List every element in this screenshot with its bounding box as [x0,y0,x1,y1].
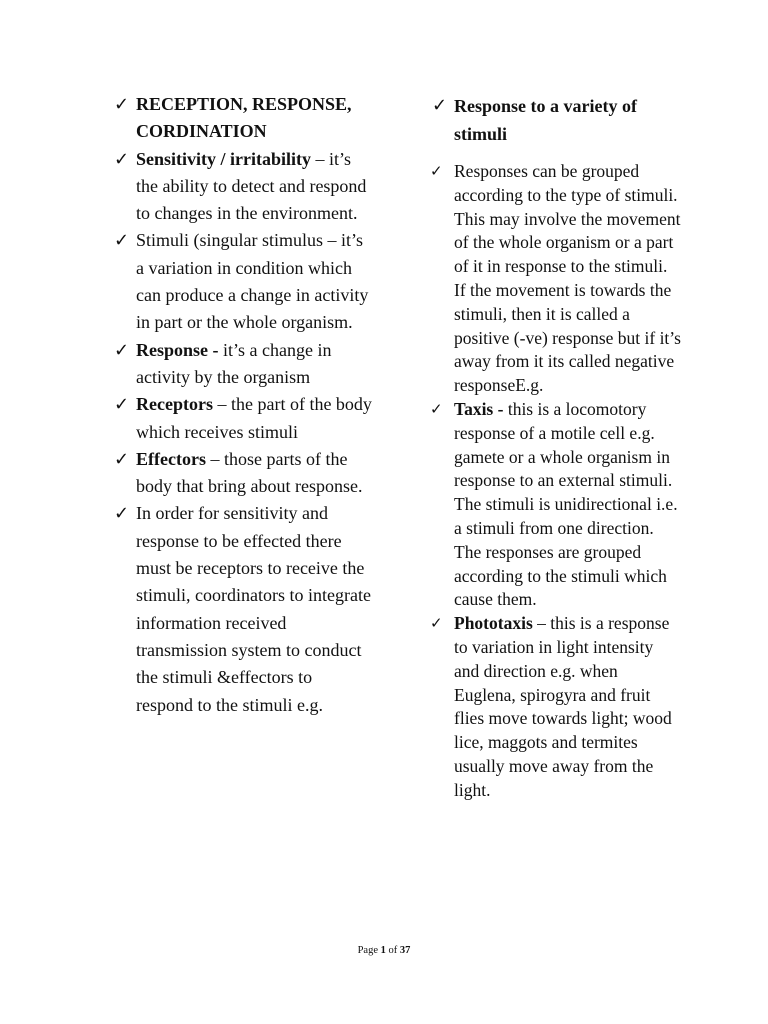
item-term: RECEPTION, RESPONSE, CORDINATION [136,94,352,142]
item-text: – the part of the body which receives stimuli [136,394,372,442]
list-item [110,446,372,501]
section-heading-text: Response to a variety of stimuli [454,96,637,144]
checkmark-icon: ✓ [114,339,130,361]
right-column [428,0,682,803]
item-term: Phototaxis [454,613,533,634]
list-item [110,337,372,392]
item-term: Response - [136,339,224,360]
checkmark-icon: ✓ [114,230,130,252]
item-text: – this is a response to variation in light intensity and direction e.g. when Euglena, spirogyra and fruit flies move towards light; wood lice, maggots and termites usually move away from the light. [454,613,672,800]
checkmark-icon: ✓ [430,162,443,180]
item-text: Stimuli (singular stimulus – it’s a variation in condition which can produce a change in activity in part or the whole organism. [136,230,369,333]
list-item [428,398,682,612]
item-text: In order for sensitivity and response to be effected there must be receptors to receive the stimuli, coordinators to integrate information received transmission system to conduct the stimuli &effectors to respond to the stimuli e.g. [136,503,371,715]
page-footer [0,945,768,956]
checkmark-icon: ✓ [114,503,130,525]
checkmark-icon: ✓ [114,148,130,170]
list-item [428,160,682,398]
left-bullet-list [110,91,372,719]
list-item [110,227,372,336]
section-heading [428,92,682,148]
checkmark-icon: ✓ [114,448,130,470]
list-item [110,391,372,446]
checkmark-icon: ✓ [114,394,130,416]
item-text: – it’s the ability to detect and respond to changes in the environment. [136,148,367,224]
page-label: Page [357,945,379,956]
item-text: – those parts of the body that bring about response. [136,448,363,497]
checkmark-icon: ✓ [114,94,130,115]
list-item [110,146,372,228]
item-text: Responses can be grouped according to the type of stimuli. This may involve the movement of the whole organism or a part of it in response to the stimuli. If the movement is towards the stimuli, then it is called a positive (-ve) response but if it’s away from it its called negative responseE.g. [454,161,681,396]
total-pages: 37 [399,945,411,956]
item-text: it’s a change in activity by the organism [136,339,332,387]
item-term: Sensitivity / irritability [136,148,311,169]
checkmark-icon: ✓ [430,614,443,633]
of-label: of [388,945,398,956]
item-term: Effectors [136,448,206,469]
list-item [110,91,372,146]
checkmark-icon: ✓ [432,95,448,116]
page-number: 1 [380,945,386,956]
item-text: this is a locomotory response of a motile cell e.g. gamete or a whole organism in response to an external stimuli. The stimuli is unidirectional i.e. a stimuli from one direction. The responses are grouped according to the stimuli which cause them. [454,398,678,610]
checkmark-icon: ✓ [430,399,443,418]
list-item [110,500,372,718]
right-bullet-list [428,160,682,803]
left-column [110,0,372,719]
item-term: Receptors [136,394,213,415]
list-item [428,612,682,802]
item-term: Taxis - [454,398,508,419]
